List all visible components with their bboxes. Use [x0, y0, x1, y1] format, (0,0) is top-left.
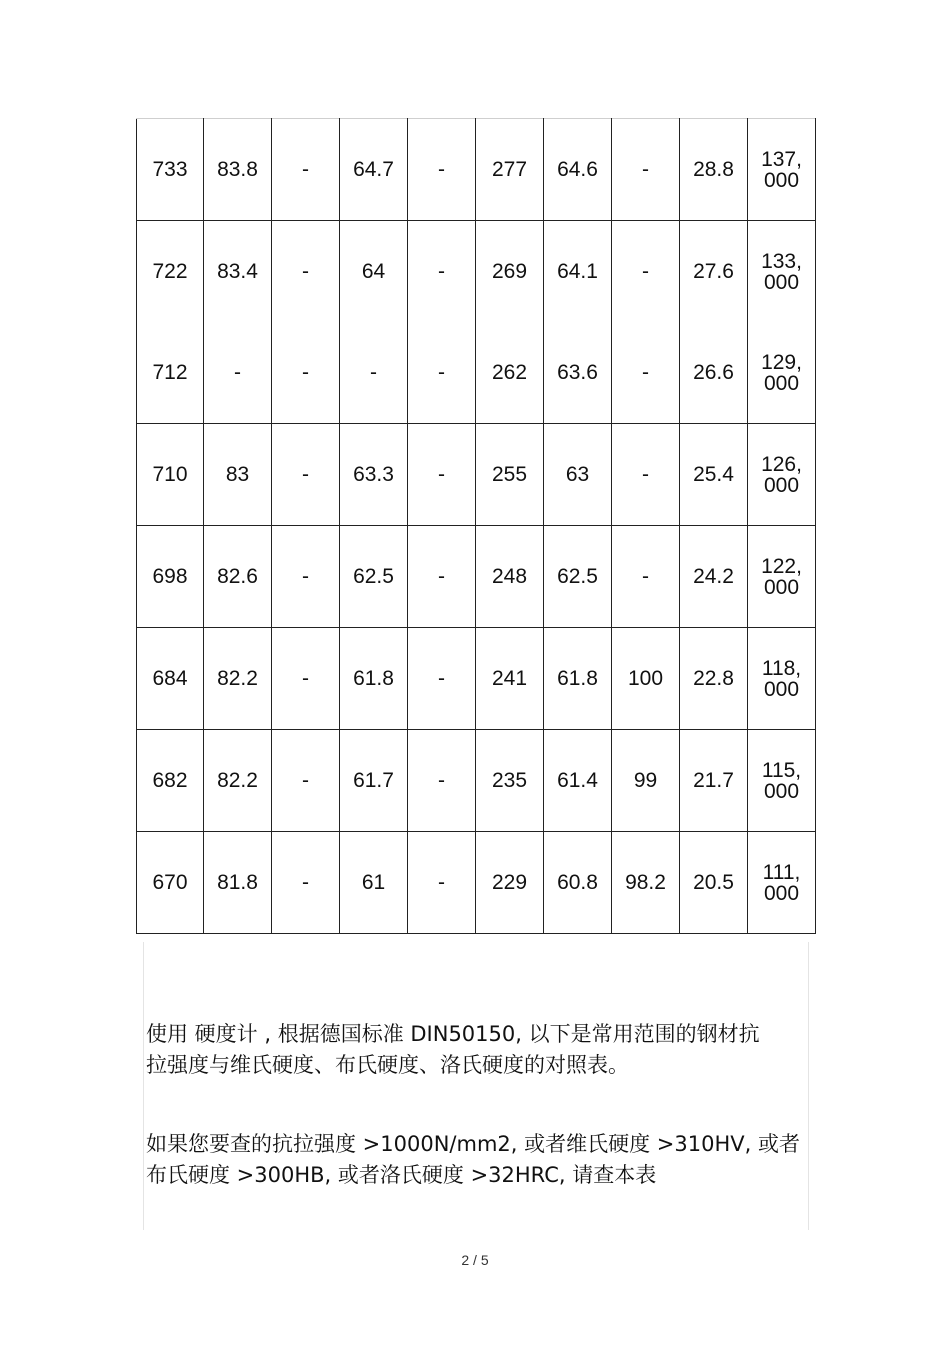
table-cell: -: [204, 322, 272, 424]
table-cell: -: [612, 119, 680, 221]
table-cell-line: 000: [763, 473, 800, 497]
table-cell: 710: [137, 424, 204, 526]
table-cell: -: [408, 526, 476, 628]
table-cell-line: 115,: [761, 758, 802, 782]
table-cell: -: [408, 119, 476, 221]
table-cell-line: 137,: [761, 147, 802, 171]
table-row: [137, 628, 816, 730]
table-row: [137, 322, 816, 424]
table-cell-line: 000: [763, 371, 800, 395]
table-cell: 63.3: [340, 424, 408, 526]
table-cell: [748, 221, 816, 323]
table-cell: 27.6: [680, 221, 748, 323]
table-cell: -: [272, 221, 340, 323]
table-cell: -: [612, 221, 680, 323]
table-row: [137, 832, 816, 934]
table-cell: 62.5: [544, 526, 612, 628]
table-row: [137, 730, 816, 832]
usage-paragraph: [146, 1129, 800, 1191]
table-cell: 229: [476, 832, 544, 934]
table-cell: 28.8: [680, 119, 748, 221]
table-cell: 722: [137, 221, 204, 323]
table-cell: 83.8: [204, 119, 272, 221]
table-cell: 61.4: [544, 730, 612, 832]
table-cell: 83: [204, 424, 272, 526]
table-cell: -: [408, 832, 476, 934]
table-row: [137, 221, 816, 323]
table-cell: [748, 526, 816, 628]
table-cell: 81.8: [204, 832, 272, 934]
intro-line-2: 拉强度与维氏硬度、布氏硬度、洛氏硬度的对照表。: [146, 1053, 629, 1077]
table-cell: -: [272, 424, 340, 526]
table-cell: -: [272, 322, 340, 424]
table-cell: -: [408, 322, 476, 424]
table-cell: 64: [340, 221, 408, 323]
table-cell: -: [408, 221, 476, 323]
table-cell: 248: [476, 526, 544, 628]
table-cell: 25.4: [680, 424, 748, 526]
table-cell: 269: [476, 221, 544, 323]
table-cell: 64.7: [340, 119, 408, 221]
table-body: [137, 119, 816, 934]
table-cell: 82.6: [204, 526, 272, 628]
table-cell: -: [408, 730, 476, 832]
table-cell: 682: [137, 730, 204, 832]
table-cell: [748, 424, 816, 526]
table-cell: 277: [476, 119, 544, 221]
table-cell: [748, 628, 816, 730]
table-cell: 82.2: [204, 730, 272, 832]
table-cell-line: 000: [763, 575, 800, 599]
table-cell-line: 000: [763, 270, 800, 294]
table-cell-line: 118,: [761, 656, 802, 680]
table-cell: 22.8: [680, 628, 748, 730]
table-cell: 61.7: [340, 730, 408, 832]
usage-line-1: 如果您要查的抗拉强度 >1000N/mm2, 或者维氏硬度 >310HV, 或者: [146, 1132, 800, 1156]
table-cell: 235: [476, 730, 544, 832]
table-cell: 670: [137, 832, 204, 934]
usage-line-2: 布氏硬度 >300HB, 或者洛氏硬度 >32HRC, 请查本表: [146, 1163, 657, 1187]
table-row: [137, 119, 816, 221]
table-cell: -: [408, 628, 476, 730]
table-cell: 61: [340, 832, 408, 934]
table-cell: 21.7: [680, 730, 748, 832]
table-cell: [748, 322, 816, 424]
table-cell: -: [272, 730, 340, 832]
table-cell: 26.6: [680, 322, 748, 424]
table-cell: -: [272, 119, 340, 221]
table-cell: 698: [137, 526, 204, 628]
table-cell: -: [612, 424, 680, 526]
table-cell: 64.1: [544, 221, 612, 323]
table-cell: -: [272, 832, 340, 934]
intro-paragraph: [146, 1019, 760, 1081]
table-cell: -: [340, 322, 408, 424]
intro-line-1: 使用 硬度计 , 根据德国标准 DIN50150, 以下是常用范围的钢材抗: [146, 1022, 760, 1046]
text-block: [143, 942, 809, 1230]
table-cell-line: 000: [763, 168, 800, 192]
table-cell-line: 111,: [762, 860, 801, 884]
table-cell: 61.8: [544, 628, 612, 730]
table-cell: 100: [612, 628, 680, 730]
table-cell-line: 000: [763, 677, 800, 701]
table-cell-line: 000: [763, 881, 800, 905]
table-cell: 712: [137, 322, 204, 424]
table-cell: 255: [476, 424, 544, 526]
table-cell: [748, 832, 816, 934]
table-row: [137, 526, 816, 628]
table-cell: 61.8: [340, 628, 408, 730]
table-cell: -: [408, 424, 476, 526]
table-cell: 262: [476, 322, 544, 424]
table-cell: [748, 119, 816, 221]
table-cell-line: 122,: [761, 554, 802, 578]
table-cell: 24.2: [680, 526, 748, 628]
table-cell-line: 000: [763, 779, 800, 803]
table-cell: 63: [544, 424, 612, 526]
table-cell-line: 129,: [761, 350, 802, 374]
table-cell: 62.5: [340, 526, 408, 628]
table-row: [137, 424, 816, 526]
table-cell: 684: [137, 628, 204, 730]
table-cell: 60.8: [544, 832, 612, 934]
table-cell: 83.4: [204, 221, 272, 323]
page-number: 2 / 5: [461, 1252, 489, 1268]
table-cell: -: [272, 628, 340, 730]
table-cell: 64.6: [544, 119, 612, 221]
table-cell: [748, 730, 816, 832]
table-cell: 98.2: [612, 832, 680, 934]
table-cell-line: 133,: [761, 249, 802, 273]
table-cell: -: [272, 526, 340, 628]
table-cell: 20.5: [680, 832, 748, 934]
table-cell: 733: [137, 119, 204, 221]
table-cell: 63.6: [544, 322, 612, 424]
table-cell: 82.2: [204, 628, 272, 730]
hardness-conversion-table: [136, 118, 816, 934]
table-cell: -: [612, 526, 680, 628]
table-cell: 241: [476, 628, 544, 730]
table-cell-line: 126,: [761, 452, 802, 476]
table-cell: -: [612, 322, 680, 424]
table-cell: 99: [612, 730, 680, 832]
